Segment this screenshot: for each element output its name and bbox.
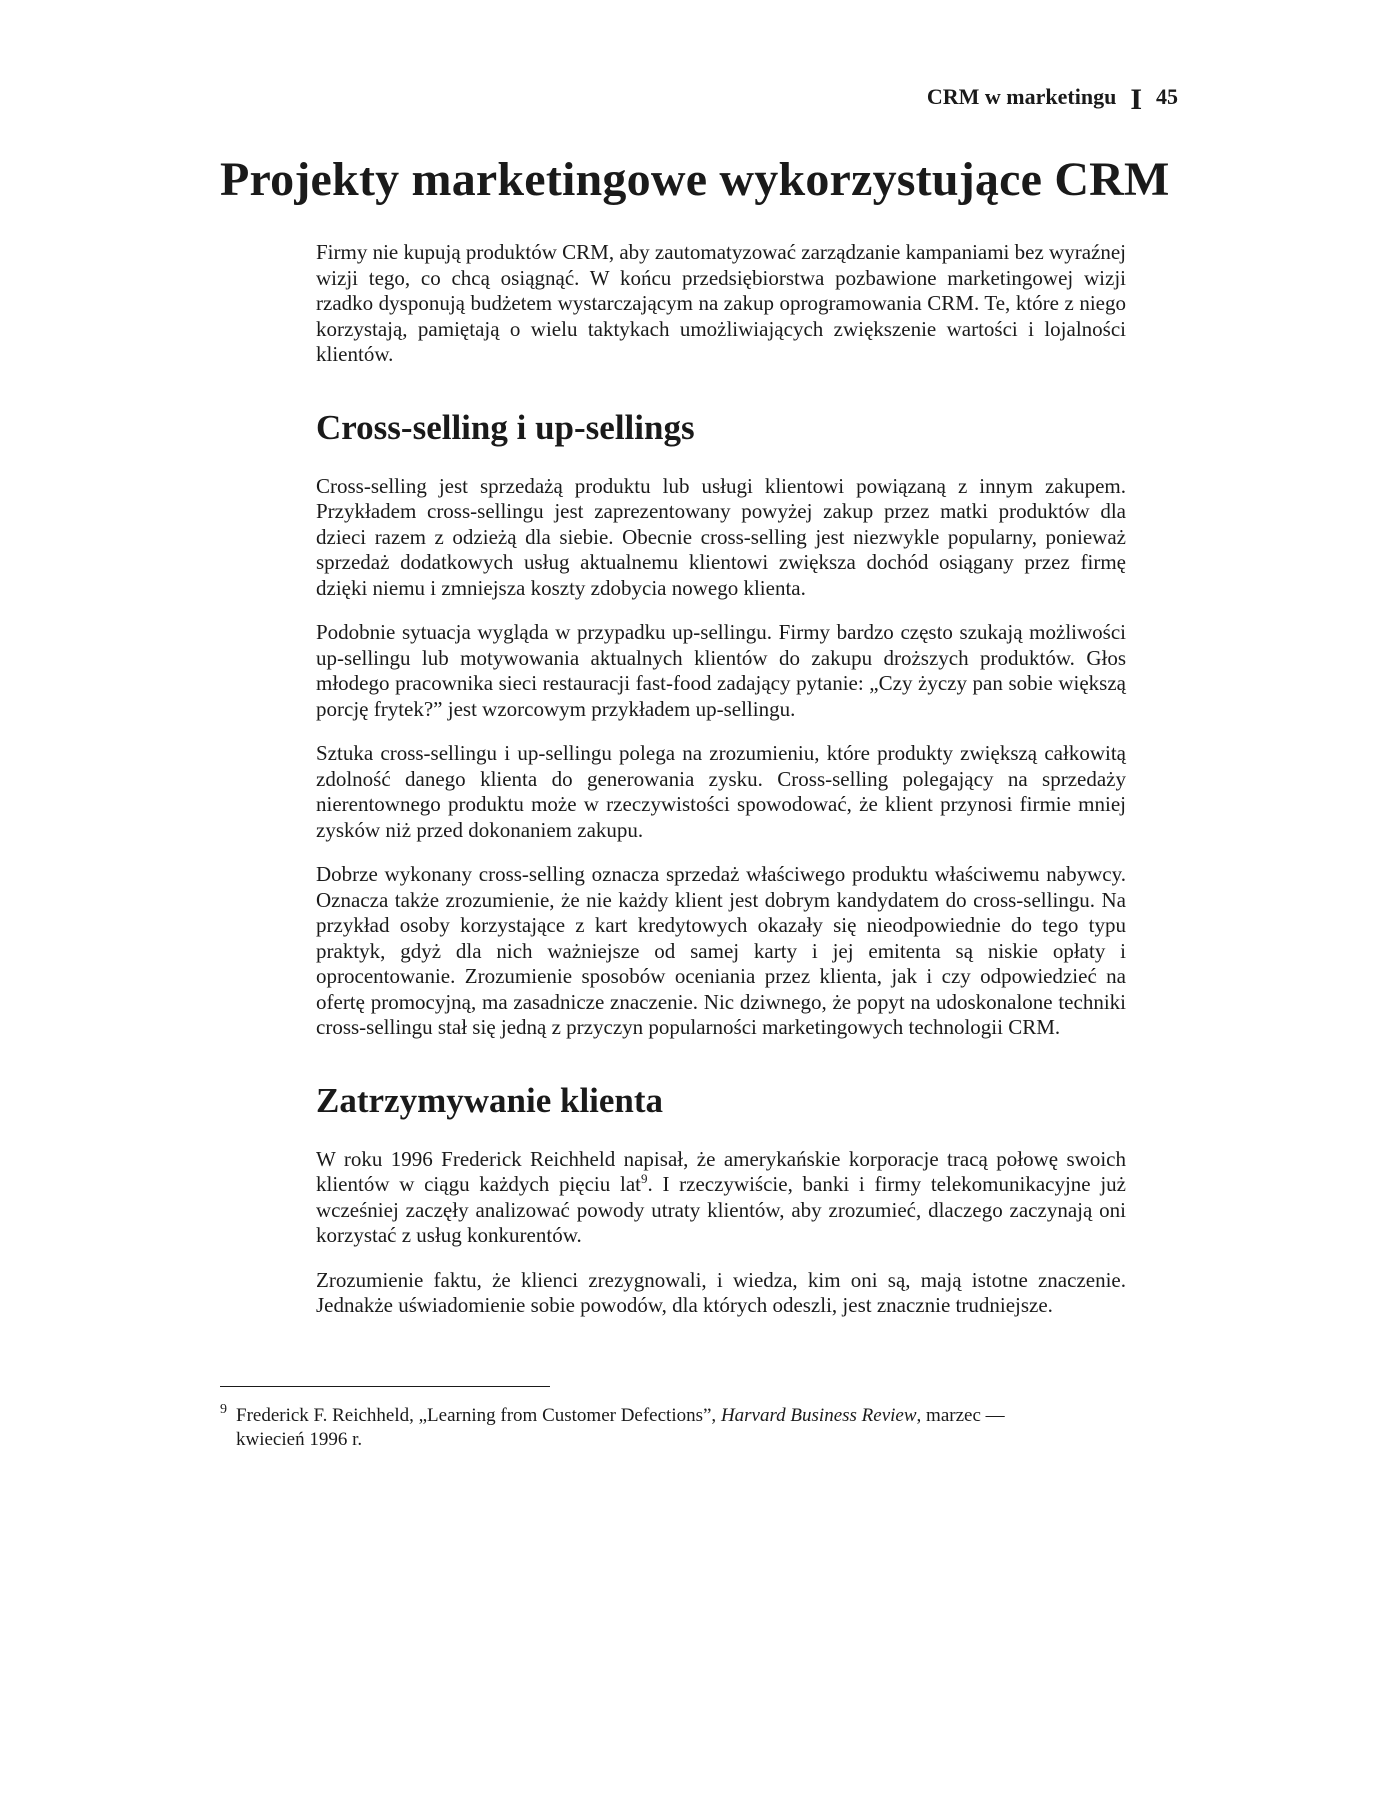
footnote-text-part: Frederick F. Reichheld, „Learning from Customer Defections”, bbox=[236, 1405, 721, 1426]
footnote-journal: Harvard Business Review bbox=[720, 1405, 917, 1426]
paragraph-text: . I rzeczywiście, banki i firmy telekomunikacyjne już wcześniej zaczęły analizować powody utraty klientów, aby zrozumieć, dlaczego zaczynają oni korzystać z usług konkurentów. bbox=[316, 1172, 1126, 1247]
header-separator: I bbox=[1130, 83, 1142, 116]
main-text-column bbox=[316, 240, 1126, 1338]
paragraph: Dobrze wykonany cross-selling oznacza sprzedaż właściwego produktu właściwemu nabywcy. Oznacza także zrozumienie, że nie każdy klient jest dobrym kandydatem do cross-sellingu. Na przykład osoby korzystające z kart kredytowych okazały się nieodpowiednie do tego typu praktyk, gdyż dla nich ważniejsze od samej karty i jej emitenta są niskie opłaty i oprocentowanie. Zrozumienie sposobów oceniania przez klienta, jak i czy odpowiedzieć na ofertę promocyjną, ma zasadnicze znaczenie. Nic dziwnego, że popyt na udoskonalone techniki cross-sellingu stał się jedną z przyczyn popularności marketingowych technologii CRM. bbox=[316, 862, 1126, 1039]
paragraph: Podobnie sytuacja wygląda w przypadku up-sellingu. Firmy bardzo często szukają możliwości up-sellingu lub motywowania aktualnych klientów do zakupu droższych produktów. Głos młodego pracownika sieci restauracji fast-food zadający pytanie: „Czy życzy pan sobie większą porcję frytek?” jest wzorcowym przykładem up-sellingu. bbox=[316, 620, 1126, 721]
page-number: 45 bbox=[1156, 84, 1178, 109]
paragraph-text: W roku 1996 Frederick Reichheld napisał, że amerykańskie korporacje tracą połowę swoich klientów w ciągu każdych pięciu lat bbox=[316, 1146, 1126, 1196]
chapter-title: Projekty marketingowe wykorzystujące CRM bbox=[220, 153, 1170, 206]
section-heading-retention: Zatrzymywanie klienta bbox=[316, 1080, 664, 1120]
footnote bbox=[220, 1404, 1070, 1452]
footnote-divider bbox=[220, 1386, 550, 1387]
section-heading-cross-selling: Cross-selling i up-sellings bbox=[316, 407, 695, 447]
running-header bbox=[926, 83, 1178, 116]
paragraph: Zrozumienie faktu, że klienci zrezygnowali, i wiedza, kim oni są, mają istotne znaczenie. Jednakże uświadomienie sobie powodów, dla których odeszli, jest znacznie trudniejsze. bbox=[316, 1267, 1126, 1317]
footnote-reference[interactable]: 9 bbox=[640, 1171, 648, 1186]
footnote-number: 9 bbox=[220, 1402, 227, 1417]
running-title: CRM w marketingu bbox=[926, 84, 1117, 109]
intro-paragraph: Firmy nie kupują produktów CRM, aby zautomatyzować zarządzanie kampaniami bez wyraźnej wizji tego, co chcą osiągnąć. W końcu przedsiębiorstwa pozbawione marketingowej wizji rzadko dysponują budżetem wystarczającym na zakup oprogramowania CRM. Te, które z niego korzystają, pamiętają o wielu taktykach umożliwiających zwiększenie wartości i lojalności klientów. bbox=[316, 240, 1126, 366]
paragraph: Cross-selling jest sprzedażą produktu lub usługi klientowi powiązaną z innym zakupem. Przykładem cross-sellingu jest zaprezentowany powyżej zakup przez matki produktów dla dzieci razem z odzieżą dla siebie. Obecnie cross-selling jest niezwykle popularny, ponieważ sprzedaż dodatkowych usług aktualnemu klientowi zwiększa dochód osiągany przez firmę dzięki niemu i zmniejsza koszty zdobycia nowego klienta. bbox=[316, 473, 1126, 600]
footnote-text bbox=[220, 1404, 1070, 1452]
paragraph bbox=[316, 1147, 1126, 1249]
footnote-text-part: , marzec — kwiecień 1996 r. bbox=[236, 1405, 1005, 1450]
paragraph: Sztuka cross-sellingu i up-sellingu polega na zrozumieniu, które produkty zwiększą całkowitą zdolność danego klienta do generowania zysku. Cross-selling polegający na sprzedaży nierentownego produktu może w rzeczywistości spowodować, że klient przynosi firmie mniej zysków niż przed dokonaniem zakupu. bbox=[316, 741, 1126, 842]
